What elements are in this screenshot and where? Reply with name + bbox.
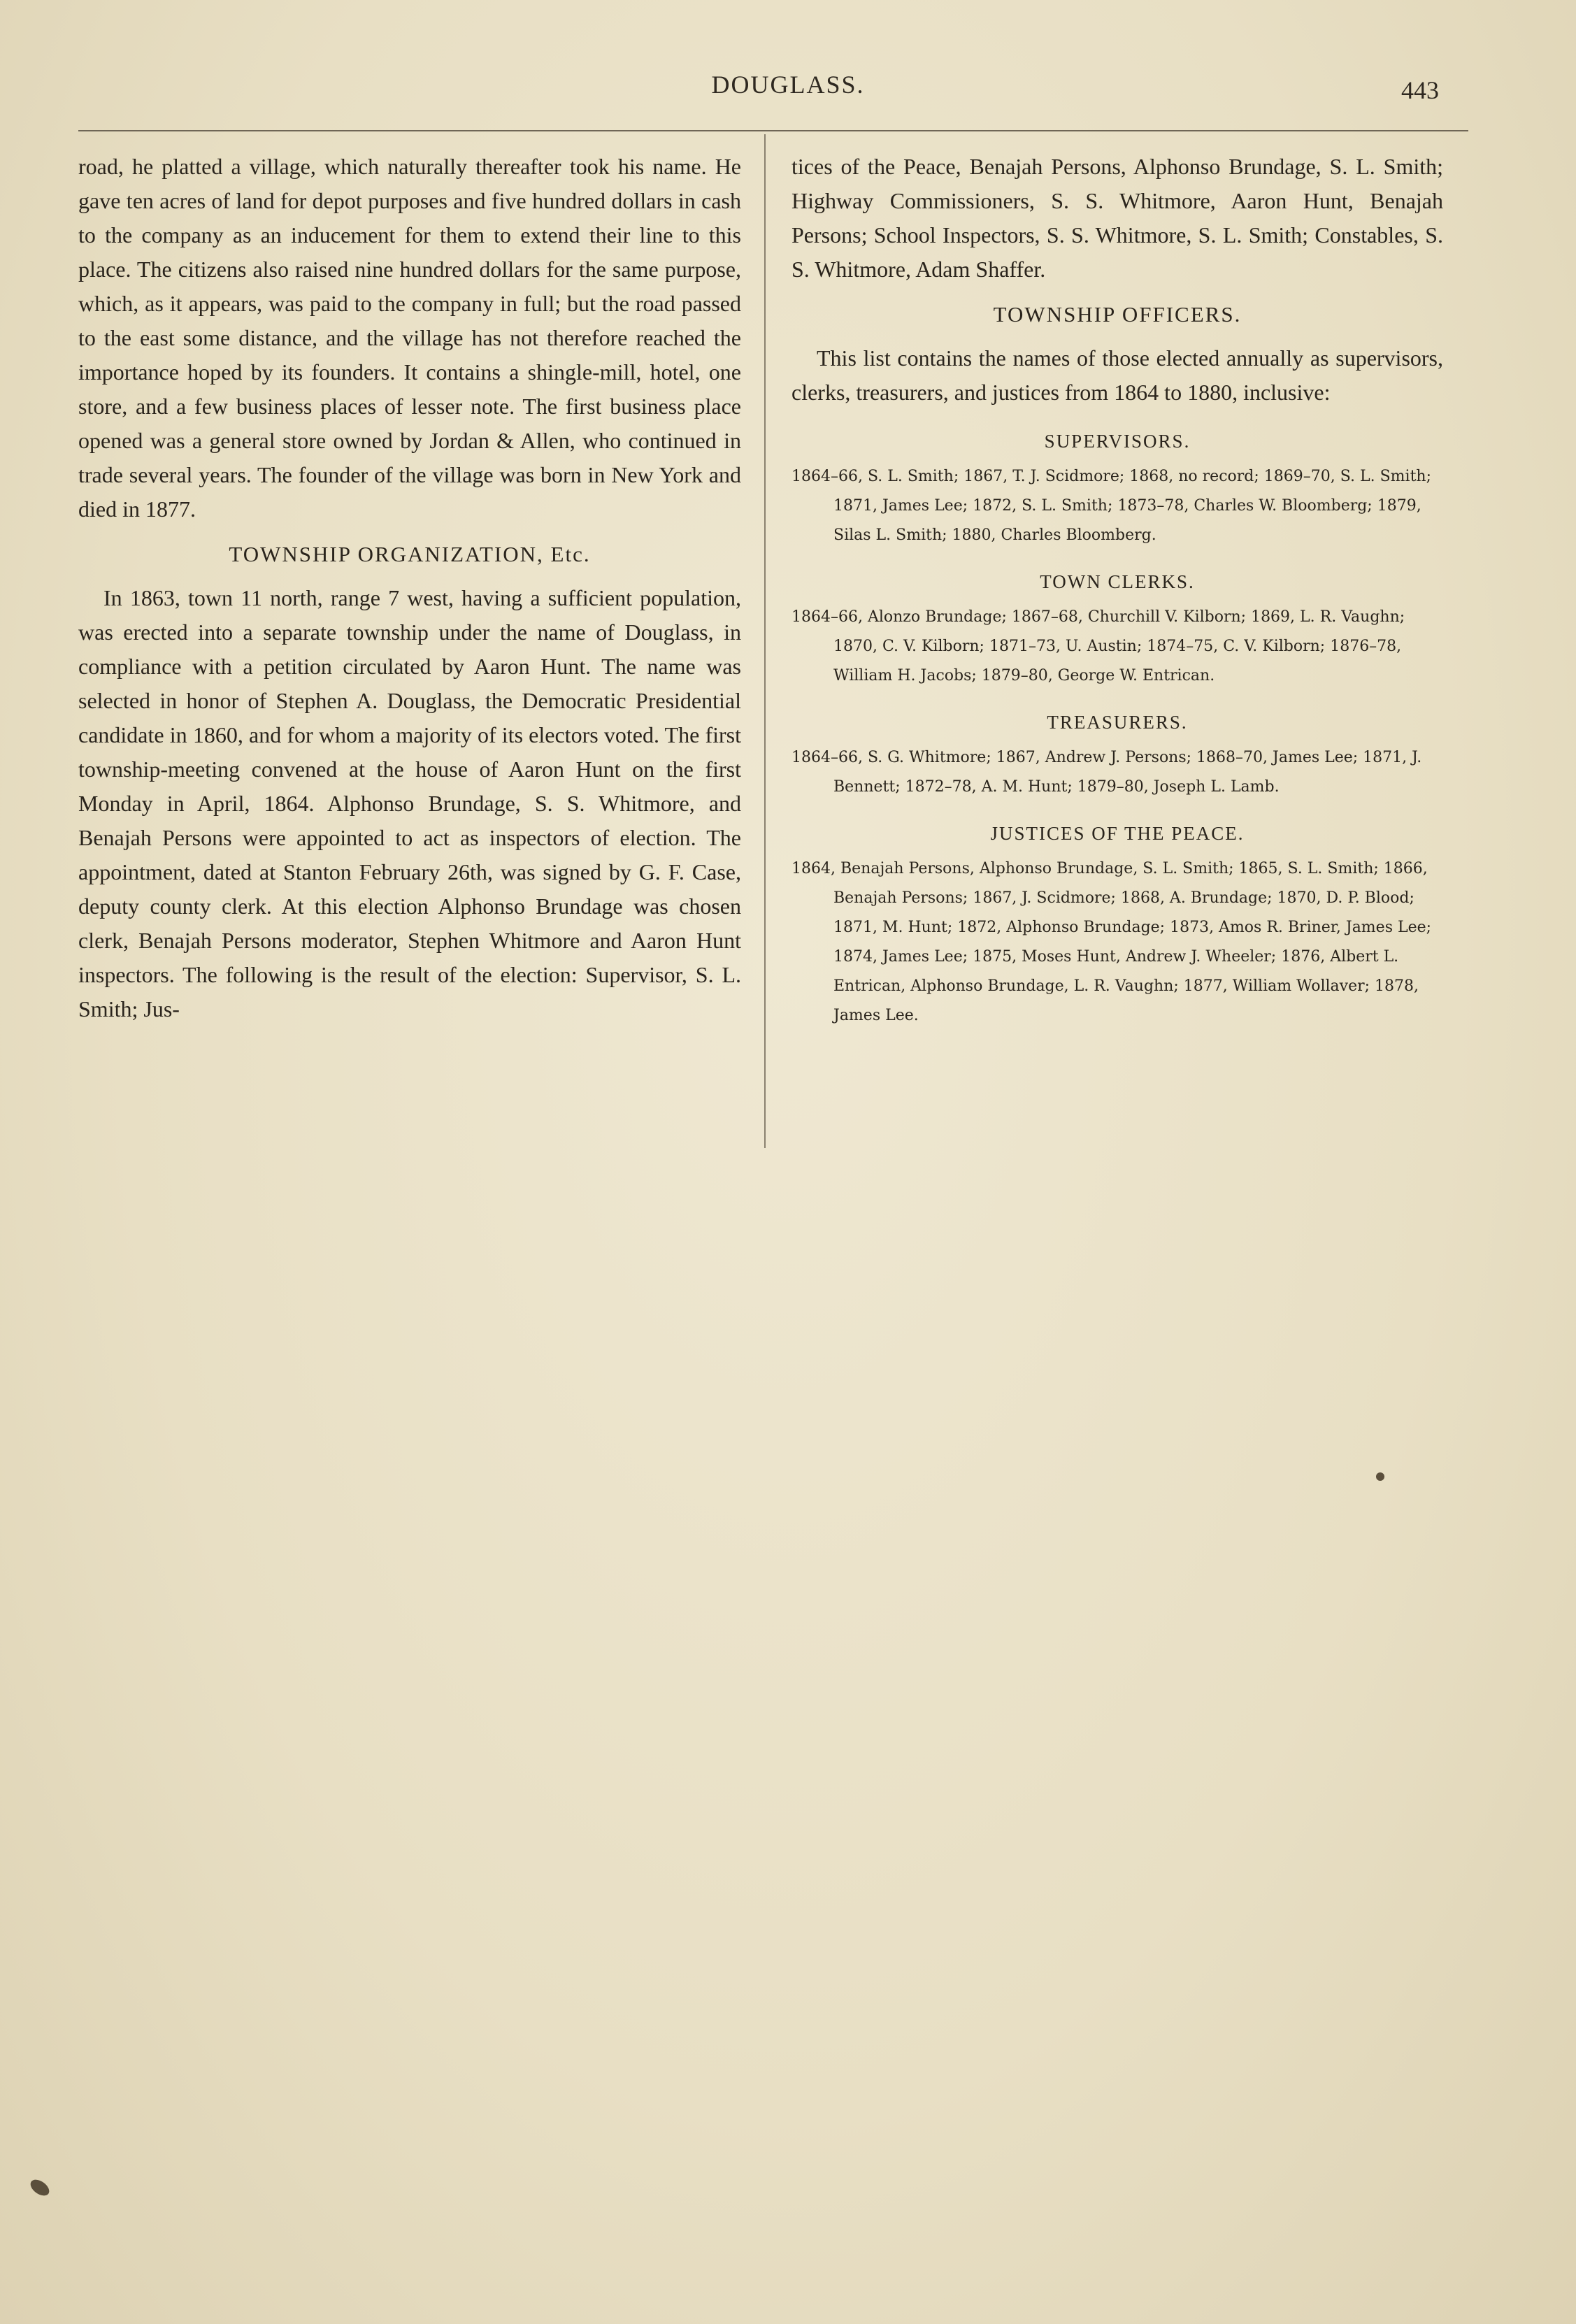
page-number: 443 xyxy=(1401,76,1439,104)
opening-paragraph: road, he platted a village, which naturally thereafter took his name. He gave ten acres of land for depot purposes and five hundred dollars in cash to the company as an inducement for them to extend their line to this place. The citizens also raised nine hundred dollars for the same purpose, which, as it appears, was paid to the company in full; but the road passed to the east some distance, and the village has not therefore reached the importance hoped by its founders. It contains a shingle-mill, hotel, one store, and a few business places of lesser note. The first business place opened was a general store owned by Jordan & Allen, who continued in trade several years. The founder of the village was born in New York and died in 1877. xyxy=(78,154,741,522)
supervisors-heading: SUPERVISORS. xyxy=(1044,431,1191,452)
officers-intro-paragraph: This list contains the names of those elected annually as supervisors, clerks, treasurers, and justices from 1864 to 1880, inclusive: xyxy=(791,345,1443,405)
town-clerks-heading: TOWN CLERKS. xyxy=(1040,571,1195,592)
continuation-paragraph: tices of the Peace, Benajah Persons, Alphonso Brundage, S. L. Smith; Highway Commissioners, S. S. Whitmore, Aaron Hunt, Benajah Persons; School Inspectors, S. S. Whitmore, S. L. Smith; Constables, S. S. Whitmore, Adam Shaffer. xyxy=(791,154,1443,282)
right-column xyxy=(791,150,1443,1031)
running-head-title: DOUGLASS. xyxy=(711,71,865,99)
town-clerks-list: 1864–66, Alonzo Brundage; 1867–68, Churchill V. Kilborn; 1869, L. R. Vaughn; 1870, C. V. Kilborn; 1871–73, U. Austin; 1874–75, C. V. Kilborn; 1876–78, William H. Jacobs; 1879–80, George W. Entrican. xyxy=(791,608,1405,684)
justices-list: 1864, Benajah Persons, Alphonso Brundage, S. L. Smith; 1865, S. L. Smith; 1866, Benajah Persons; 1867, J. Scidmore; 1868, A. Brundage; 1870, D. P. Blood; 1871, M. Hunt; 1872, Alphonso Brundage; 1873, Amos R. Briner, James Lee; 1874, James Lee; 1875, Moses Hunt, Andrew J. Wheeler; 1876, Albert L. Entrican, Alphonso Brundage, L. R. Vaughn; 1877, William Wollaver; 1878, James Lee. xyxy=(791,860,1432,1024)
treasurers-list: 1864–66, S. G. Whitmore; 1867, Andrew J. Persons; 1868–70, James Lee; 1871, J. Bennett; 1872–78, A. M. Hunt; 1879–80, Joseph L. Lamb. xyxy=(791,749,1422,796)
left-column xyxy=(78,150,741,1026)
township-officers-heading: TOWNSHIP OFFICERS. xyxy=(993,302,1242,327)
ink-spot xyxy=(1376,1472,1384,1481)
organization-paragraph: In 1863, town 11 north, range 7 west, having a sufficient population, was erected into a separate township under the name of Douglass, in compliance with a petition circulated by Aaron Hunt. The name was selected in honor of Stephen A. Douglass, the Democratic Presidential candidate in 1860, and for whom a majority of its electors voted. The first township-meeting convened at the house of Aaron Hunt on the first Monday in April, 1864. Alphonso Brundage, S. S. Whitmore, and Benajah Persons were appointed to act as inspectors of election. The appointment, dated at Stanton February 26th, was signed by G. F. Case, deputy county clerk. At this election Alphonso Brundage was chosen clerk, Benajah Persons moderator, Stephen Whitmore and Aaron Hunt inspectors. The following is the result of the election: Supervisor, S. L. Smith; Jus- xyxy=(78,585,741,1021)
township-organization-heading: TOWNSHIP ORGANIZATION, Etc. xyxy=(229,542,591,566)
supervisors-list: 1864–66, S. L. Smith; 1867, T. J. Scidmore; 1868, no record; 1869–70, S. L. Smith; 1871, James Lee; 1872, S. L. Smith; 1873–78, Charles W. Bloomberg; 1879, Silas L. Smith; 1880, Charles Bloomberg. xyxy=(791,468,1431,544)
column-divider xyxy=(764,134,766,1148)
ink-smudge xyxy=(28,2176,52,2199)
header-rule xyxy=(78,130,1468,131)
justices-heading: JUSTICES OF THE PEACE. xyxy=(990,823,1245,844)
treasurers-heading: TREASURERS. xyxy=(1047,712,1188,733)
